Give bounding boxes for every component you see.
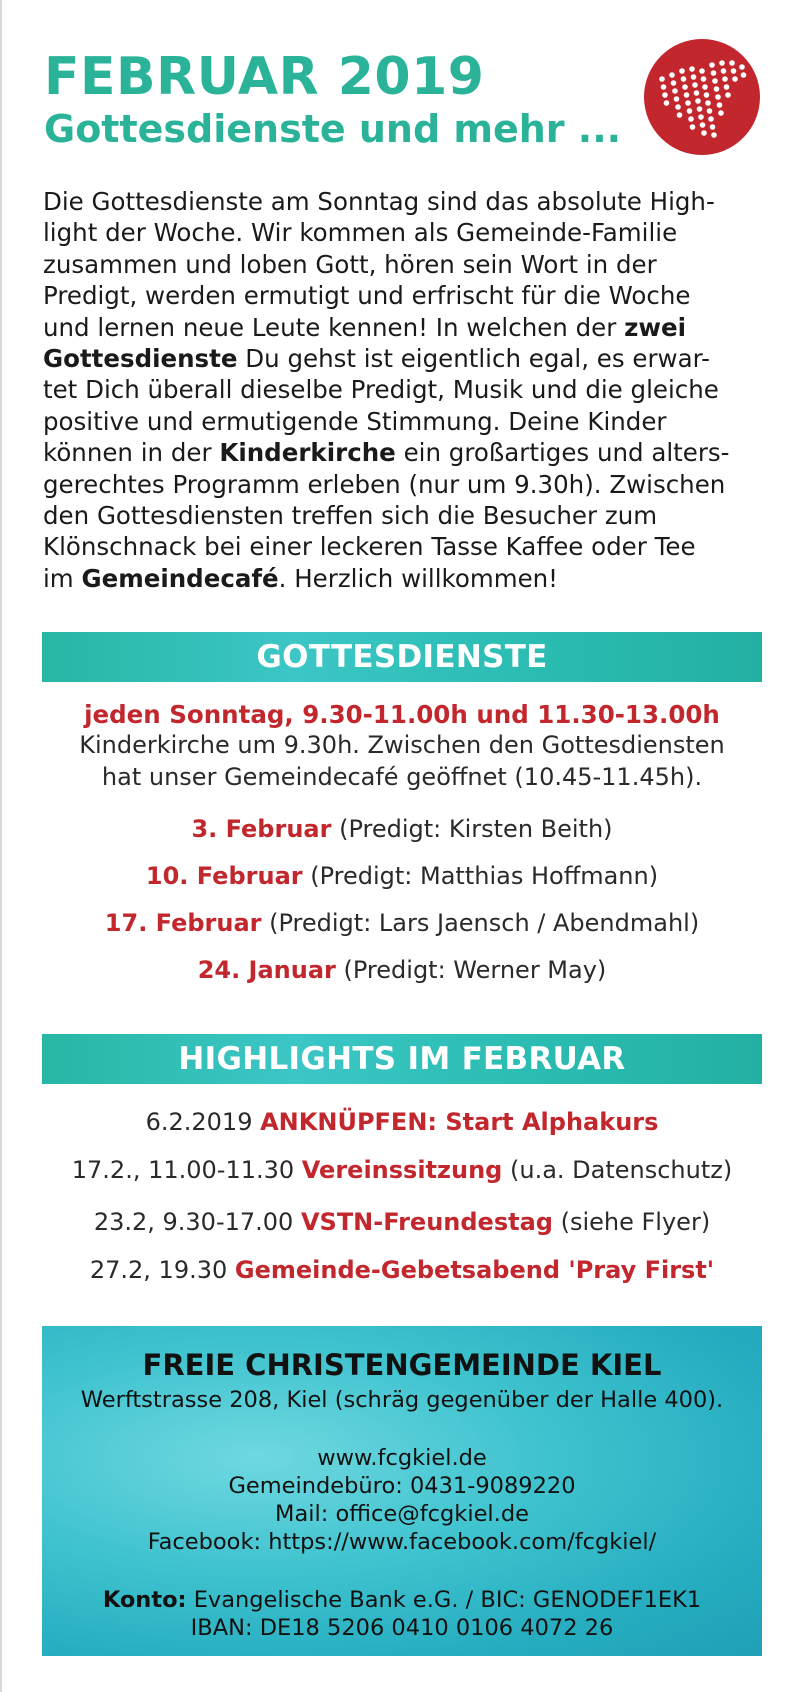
highlight-note: (u.a. Datenschutz)	[502, 1156, 733, 1184]
highlight-date: 27.2, 19.30	[89, 1256, 235, 1284]
highlight-row	[42, 1208, 762, 1236]
intro-line: Die Gottesdienste am Sonntag sind das absolute High-	[43, 187, 715, 216]
account-value: Evangelische Bank e.G. / BIC: GENODEF1EK1	[186, 1587, 702, 1613]
page-title: FEBRUAR 2019	[44, 47, 485, 107]
church-name: FREIE CHRISTENGEMEINDE KIEL	[142, 1348, 662, 1382]
account-label: Konto:	[102, 1587, 187, 1613]
highlight-title: Vereinssitzung	[301, 1156, 503, 1184]
intro-text: können in der	[43, 438, 220, 468]
services-heading: GOTTESDIENSTE	[42, 632, 762, 682]
intro-line: Klönschnack bei einer leckeren Tasse Kaffee oder Tee	[43, 532, 696, 562]
intro-bold: Gemeindecafé	[81, 563, 279, 593]
highlight-title: ANKNÜPFEN: Start Alphakurs	[260, 1108, 659, 1136]
intro-bold: Kinderkirche	[219, 438, 396, 468]
highlight-row	[42, 1256, 762, 1284]
mail-address[interactable]: Mail: office@fcgkiel.de	[275, 1501, 529, 1527]
intro-bold: zwei	[624, 312, 687, 342]
intro-line: zusammen und loben Gott, hören sein Wort in der	[43, 249, 657, 279]
highlight-title: VSTN-Freundestag	[300, 1208, 553, 1236]
office-phone: Gemeindebüro: 0431-9089220	[228, 1473, 576, 1499]
services-schedule: jeden Sonntag, 9.30-11.00h und 11.30-13.00h	[84, 700, 720, 729]
page-subtitle: Gottesdienste und mehr ...	[44, 107, 622, 151]
service-date-row	[42, 862, 762, 890]
service-date-row	[42, 909, 762, 937]
service-date-row	[42, 815, 762, 843]
highlight-date: 6.2.2019	[145, 1108, 261, 1136]
intro-line	[43, 563, 761, 594]
intro-text: im	[43, 563, 82, 593]
facebook-link[interactable]: Facebook: https://www.facebook.com/fcgkiel/	[147, 1529, 657, 1555]
service-preacher: (Predigt: Kirsten Beith)	[331, 815, 613, 843]
page-edge-divider	[0, 0, 2, 1692]
service-date: 24. Januar	[197, 956, 336, 984]
services-note: Kinderkirche um 9.30h. Zwischen den Gottesdiensten	[79, 731, 725, 759]
iban: IBAN: DE18 5206 0410 0106 4072 26	[190, 1615, 614, 1641]
service-date-row	[42, 956, 762, 984]
intro-line	[43, 343, 761, 374]
highlight-title: Gemeinde-Gebetsabend 'Pray First'	[234, 1256, 715, 1284]
intro-line: Predigt, werden ermutigt und erfrischt für die Woche	[43, 281, 691, 311]
intro-line: light der Woche. Wir kommen als Gemeinde-Familie	[43, 218, 678, 248]
highlight-date: 23.2, 9.30-17.00	[93, 1208, 301, 1236]
intro-text: Du gehst ist eigentlich egal, es erwar-	[237, 344, 710, 374]
service-preacher: (Predigt: Lars Jaensch / Abendmahl)	[261, 909, 700, 937]
highlight-row	[42, 1108, 762, 1136]
highlight-row	[42, 1156, 762, 1184]
service-date: 3. Februar	[191, 815, 332, 843]
service-preacher: (Predigt: Matthias Hoffmann)	[302, 862, 659, 890]
church-address: Werftstrasse 208, Kiel (schräg gegenüber der Halle 400).	[80, 1387, 724, 1413]
service-date: 17. Februar	[104, 909, 262, 937]
service-date: 10. Februar	[145, 862, 303, 890]
intro-bold: Gottesdienste	[43, 344, 238, 374]
intro-text: . Herzlich willkommen!	[278, 563, 558, 593]
intro-text: ein großartiges und alters-	[395, 438, 730, 468]
highlights-heading: HIGHLIGHTS IM FEBRUAR	[42, 1034, 762, 1084]
page-header	[44, 48, 664, 152]
highlight-date: 17.2., 11.00-11.30	[71, 1156, 302, 1184]
highlight-note: (siehe Flyer)	[552, 1208, 711, 1236]
services-note: hat unser Gemeindecafé geöffnet (10.45-11.45h).	[101, 763, 703, 791]
intro-line: den Gottesdiensten treffen sich die Besucher zum	[43, 501, 658, 531]
intro-line: positive und ermutigende Stimmung. Deine Kinder	[43, 406, 667, 436]
dotted-heart-logo-icon	[644, 39, 760, 155]
service-preacher: (Predigt: Werner May)	[335, 956, 607, 984]
intro-paragraph	[43, 186, 761, 594]
intro-line	[43, 312, 761, 343]
intro-text: und lernen neue Leute kennen! In welchen der	[43, 312, 625, 342]
bank-account	[42, 1586, 762, 1614]
website-link[interactable]: www.fcgkiel.de	[317, 1445, 487, 1471]
intro-line	[43, 437, 761, 468]
contact-box	[42, 1326, 762, 1656]
intro-line: tet Dich überall dieselbe Predigt, Musik und die gleiche	[43, 375, 719, 405]
intro-line: gerechtes Programm erleben (nur um 9.30h). Zwischen	[43, 469, 726, 499]
